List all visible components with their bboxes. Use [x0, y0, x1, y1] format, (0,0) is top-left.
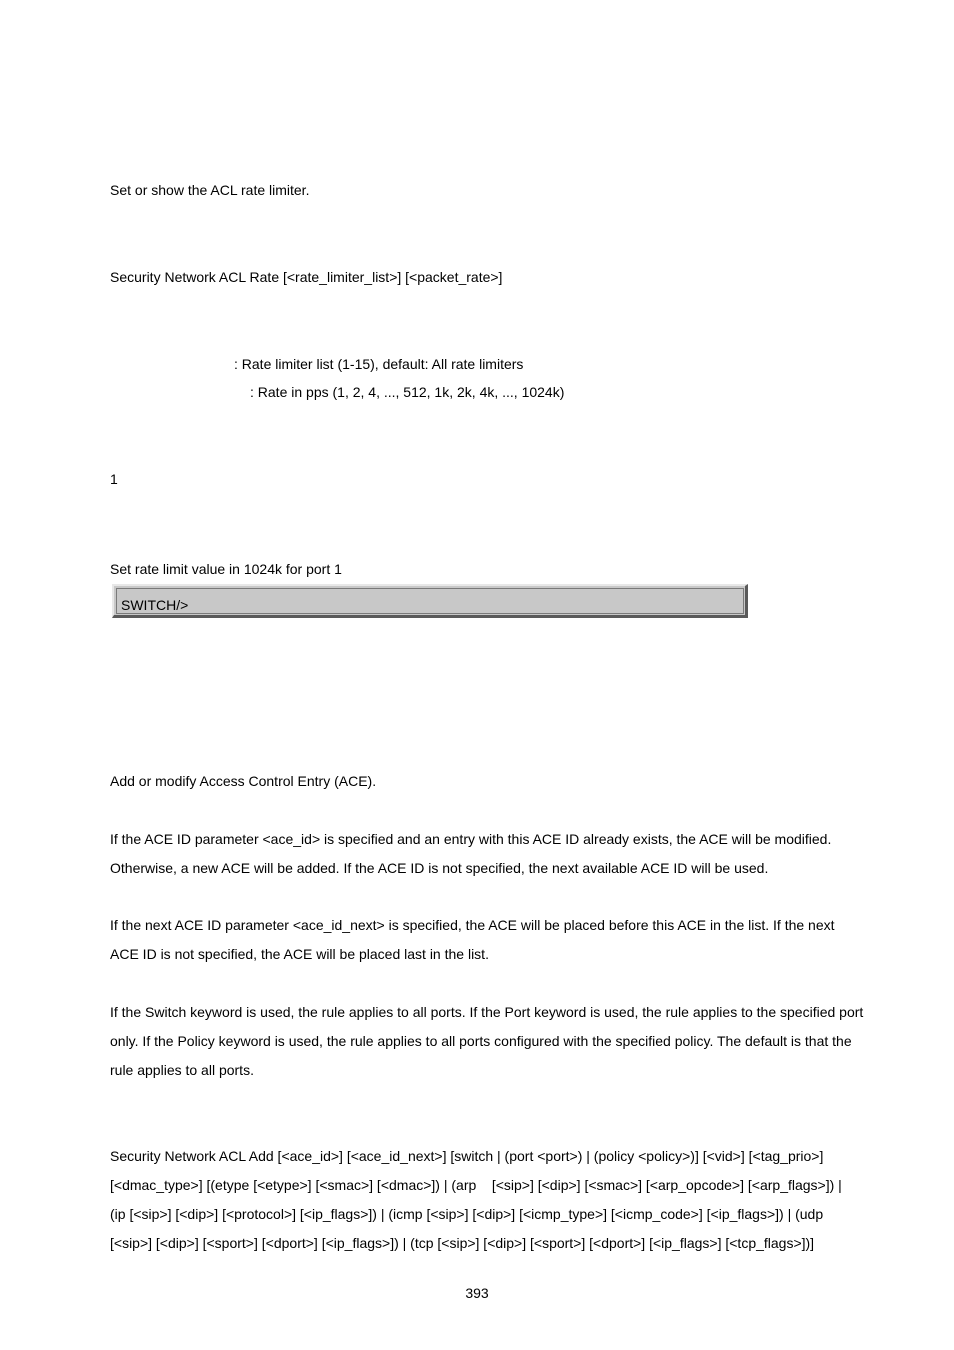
- paragraph1-line2: Otherwise, a new ACE will be added. If the ACE ID is not specified, the next available ACE ID will be used.: [110, 860, 769, 876]
- paragraph2-line2: ACE ID is not specified, the ACE will be placed last in the list.: [110, 946, 489, 962]
- add-syntax-line1: Security Network ACL Add [<ace_id>] [<ace_id_next>] [switch | (port <port>) | (policy <policy>)] [<vid>] [<tag_prio>]: [110, 1148, 824, 1164]
- paragraph3-line2: only. If the Policy keyword is used, the rule applies to all ports configured with the specified policy. The default is that the: [110, 1033, 852, 1049]
- paragraph1-line1: If the ACE ID parameter <ace_id> is specified and an entry with this ACE ID already exists, the ACE will be modified.: [110, 831, 832, 847]
- param-packet-rate: : Rate in pps (1, 2, 4, ..., 512, 1k, 2k, 4k, ..., 1024k): [250, 384, 565, 400]
- paragraph3-line1: If the Switch keyword is used, the rule applies to all ports. If the Port keyword is used, the rule applies to the specified port: [110, 1004, 864, 1020]
- paragraph3-line3: rule applies to all ports.: [110, 1062, 254, 1078]
- paragraph2-line1: If the next ACE ID parameter <ace_id_next> is specified, the ACE will be placed before this ACE in the list. If the next: [110, 917, 835, 933]
- page-number: 393: [465, 1285, 489, 1301]
- add-syntax-line4: [<sip>] [<dip>] [<sport>] [<dport>] [<ip_flags>]) | (tcp [<sip>] [<dip>] [<sport>] [<dport>] [<ip_flags>] [<tcp_flags>])]: [110, 1235, 815, 1251]
- default-value: 1: [110, 471, 118, 487]
- example-text: Set rate limit value in 1024k for port 1: [110, 561, 342, 577]
- console-inner-frame: [116, 588, 744, 614]
- add-syntax-line3: (ip [<sip>] [<dip>] [<protocol>] [<ip_flags>]) | (icmp [<sip>] [<dip>] [<icmp_type>] [<icmp_code>] [<ip_flags>]) | (udp: [110, 1206, 824, 1222]
- add-syntax-line2: [<dmac_type>] [(etype [<etype>] [<smac>] [<dmac>]) | (arp [<sip>] [<dip>] [<smac>] [<arp_opcode>] [<arp_flags>]) |: [110, 1177, 842, 1193]
- param-rate-limiter-list: : Rate limiter list (1-15), default: All rate limiters: [234, 356, 524, 372]
- add-description: Add or modify Access Control Entry (ACE).: [110, 773, 377, 789]
- rate-syntax: Security Network ACL Rate [<rate_limiter_list>] [<packet_rate>]: [110, 269, 503, 285]
- console-prompt: SWITCH/>: [121, 597, 189, 613]
- console-box: [112, 584, 748, 618]
- rate-description: Set or show the ACL rate limiter.: [110, 182, 310, 198]
